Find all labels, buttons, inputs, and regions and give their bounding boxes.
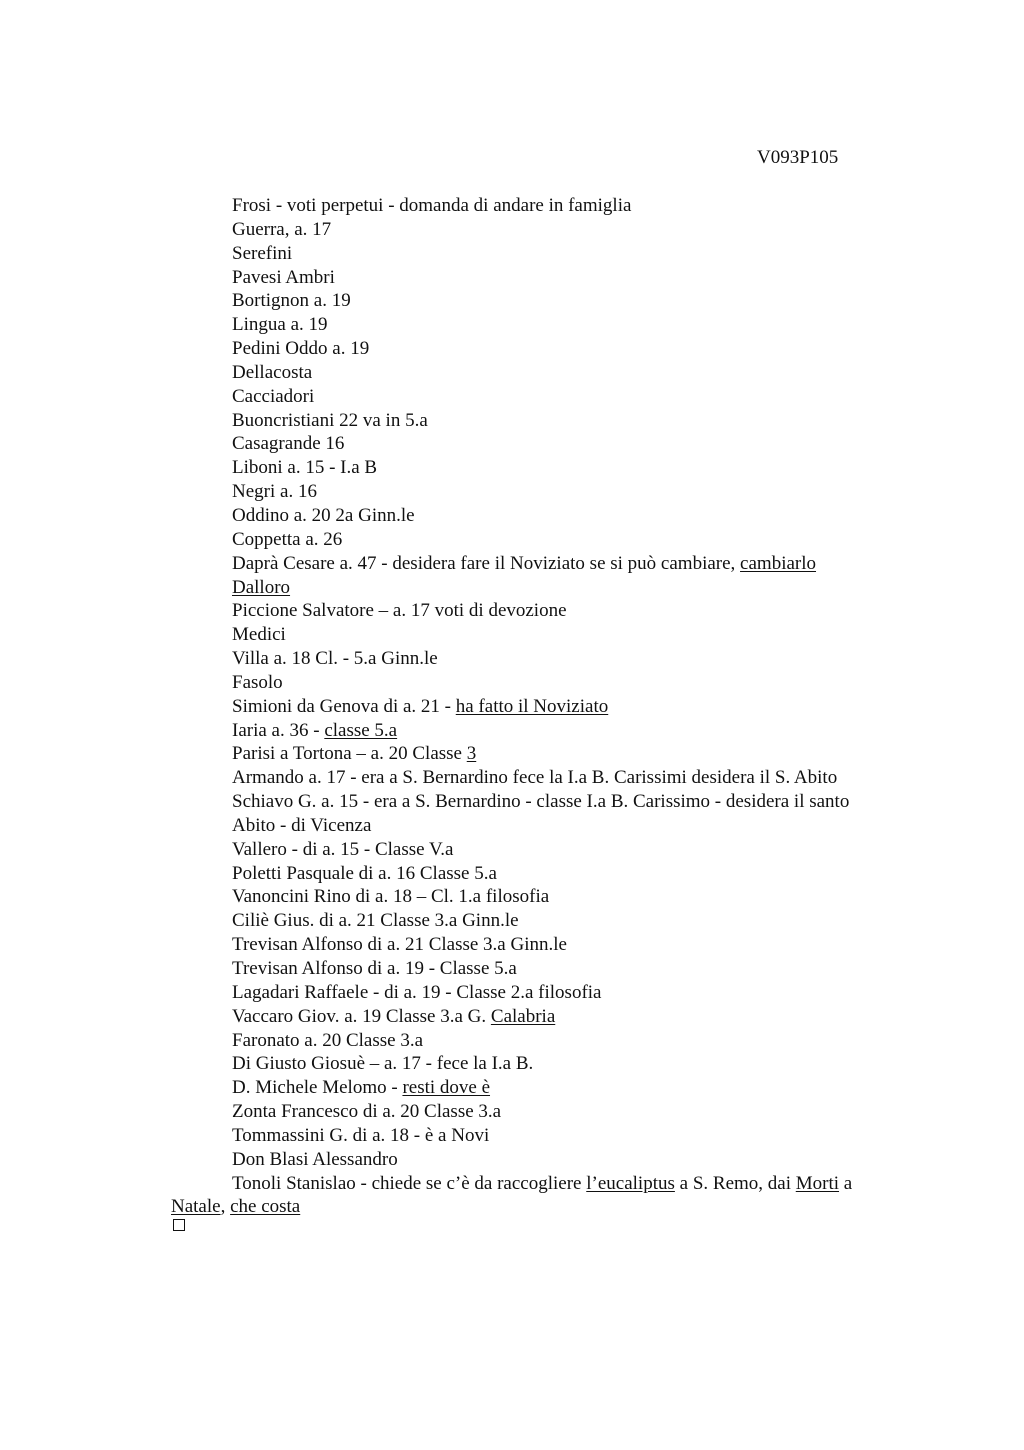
page-id: V093P105 bbox=[757, 147, 839, 168]
entry-line: Casagrande 16 bbox=[232, 433, 345, 455]
entry-line: Iaria a. 36 - classe 5.a bbox=[232, 719, 398, 741]
entry-line: D. Michele Melomo - resti dove è bbox=[232, 1077, 491, 1099]
entry-line: Cacciadori bbox=[232, 385, 315, 407]
underlined-text: ha fatto il Noviziato bbox=[455, 695, 609, 717]
entry-list bbox=[171, 194, 992, 1219]
entry-line: Buoncristiani 22 va in 5.a bbox=[232, 409, 428, 431]
entry-line-final: Tonoli Stanislao - chiede se c’è da raccogliere l’eucaliptus a S. Remo, dai Morti a bbox=[232, 1172, 853, 1194]
entry-line: Coppetta a. 26 bbox=[232, 528, 343, 550]
underlined-text: cambiarlo bbox=[740, 552, 817, 574]
entry-line: Schiavo G. a. 15 - era a S. Bernardino - classe I.a B. Carissimo - desidera il santo bbox=[232, 791, 850, 813]
underlined-text: Natale bbox=[171, 1196, 221, 1218]
entry-line: Pavesi Ambri bbox=[232, 266, 335, 288]
entry-line: Armando a. 17 - era a S. Bernardino fece la I.a B. Carissimi desidera il S. Abito bbox=[232, 767, 838, 789]
entry-line: Daprà Cesare a. 47 - desidera fare il Noviziato se si può cambiare, cambiarlo bbox=[232, 552, 817, 574]
entry-line: Serefini bbox=[232, 242, 293, 264]
entry-line: Trevisan Alfonso di a. 19 - Classe 5.a bbox=[232, 958, 517, 979]
entry-line: Lagadari Raffaele - di a. 19 - Classe 2.a filosofia bbox=[232, 981, 602, 1003]
entry-line bbox=[232, 576, 992, 600]
underlined-text: resti dove è bbox=[402, 1077, 491, 1099]
entry-line: Bortignon a. 19 bbox=[232, 290, 351, 312]
entry-line: Ciliè Gius. di a. 21 Classe 3.a Ginn.le bbox=[232, 910, 519, 932]
entry-line: Vaccaro Giov. a. 19 Classe 3.a G. Calabria bbox=[232, 1005, 556, 1027]
underlined-text: l’eucaliptus bbox=[586, 1172, 675, 1194]
entry-line: Tommassini G. di a. 18 - è a Novi bbox=[232, 1124, 490, 1146]
entry-line-continuation: Natale, che costa bbox=[171, 1196, 301, 1218]
entry-line: Medici bbox=[232, 624, 286, 646]
entry-line: Dellacosta bbox=[232, 361, 313, 383]
entry-line: Don Blasi Alessandro bbox=[232, 1148, 398, 1170]
entry-line: Vanoncini Rino di a. 18 – Cl. 1.a filosofia bbox=[232, 886, 550, 908]
underlined-text: che costa bbox=[230, 1196, 301, 1218]
entry-line: Parisi a Tortona – a. 20 Classe 3 bbox=[232, 743, 477, 765]
entry-line: Negri a. 16 bbox=[232, 481, 317, 503]
underlined-text: Dalloro bbox=[232, 576, 291, 598]
entry-line: Trevisan Alfonso di a. 21 Classe 3.a Ginn.le bbox=[232, 934, 567, 956]
empty-box-icon bbox=[173, 1219, 185, 1231]
entry-line: Vallero - di a. 15 - Classe V.a bbox=[232, 838, 454, 860]
entry-line: Frosi - voti perpetui - domanda di andare in famiglia bbox=[232, 195, 632, 216]
entry-line: Guerra, a. 17 bbox=[232, 218, 332, 240]
underlined-text: 3 bbox=[466, 743, 477, 765]
entry-line: Liboni a. 15 - I.a B bbox=[232, 457, 378, 479]
entry-line: Villa a. 18 Cl. - 5.a Ginn.le bbox=[232, 648, 438, 670]
entry-line: Faronato a. 20 Classe 3.a bbox=[232, 1029, 424, 1051]
entry-line: Pedini Oddo a. 19 bbox=[232, 338, 370, 360]
entry-line: Oddino a. 20 2a Ginn.le bbox=[232, 504, 415, 526]
underlined-text: classe 5.a bbox=[324, 719, 398, 741]
entry-line: Fasolo bbox=[232, 671, 283, 693]
entry-line: Simioni da Genova di a. 21 - ha fatto il Noviziato bbox=[232, 695, 609, 717]
entry-line: Piccione Salvatore – a. 17 voti di devozione bbox=[232, 600, 567, 622]
entry-line: Poletti Pasquale di a. 16 Classe 5.a bbox=[232, 862, 497, 884]
entry-line: Lingua a. 19 bbox=[232, 314, 328, 336]
entry-line: Di Giusto Giosuè – a. 17 - fece la I.a B. bbox=[232, 1053, 534, 1075]
entry-line: Zonta Francesco di a. 20 Classe 3.a bbox=[232, 1101, 502, 1123]
entry-line: Abito - di Vicenza bbox=[232, 814, 372, 836]
underlined-text: Morti bbox=[795, 1172, 840, 1194]
underlined-text: Calabria bbox=[490, 1005, 556, 1027]
